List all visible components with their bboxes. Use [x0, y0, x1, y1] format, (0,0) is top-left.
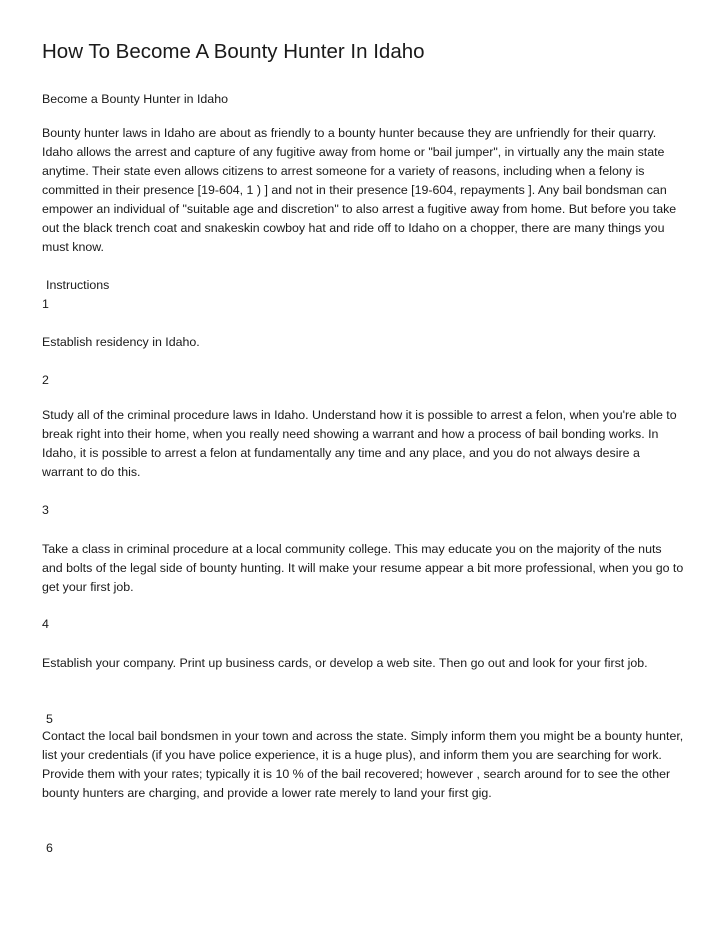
step-text-5: Contact the local bail bondsmen in your town and across the state. Simply inform them you might be a bounty hunter, list your credentials (if you have police experience, it is a huge plus), and inform them you are searching for work. Provide them with your rates; typically it is 10 % of the bail recovered; however , search around for to see the other bounty hunters are charging, and provide a lower rate merely to land your first gig. — [42, 729, 684, 800]
step-number-1: 1 — [42, 297, 49, 311]
step-text-1: Establish residency in Idaho. — [42, 335, 200, 349]
step-text-3: Take a class in criminal procedure at a local community college. This may educate you on the majority of the nuts and bolts of the legal side of bounty hunting. It will make your resume appear a bit more professional, when you go to get your first job. — [42, 542, 684, 594]
step-number-2: 2 — [42, 373, 49, 387]
step-text-4: Establish your company. Print up business cards, or develop a web site. Then go out and look for your first job. — [42, 656, 648, 670]
document-subtitle: Become a Bounty Hunter in Idaho — [42, 92, 228, 106]
instructions-heading: Instructions — [46, 278, 110, 292]
document-title: How To Become A Bounty Hunter In Idaho — [42, 40, 425, 63]
step-number-3: 3 — [42, 503, 49, 517]
step-text-2: Study all of the criminal procedure laws in Idaho. Understand how it is possible to arrest a felon, when you're able to break right into their home, when you really need showing a warrant and how a process of bail bonding works. In Idaho, it is possible to arrest a felon at fundamentally any time and any place, and you do not always desire a warrant to do this. — [42, 408, 677, 479]
intro-paragraph: Bounty hunter laws in Idaho are about as friendly to a bounty hunter because they are unfriendly for their quarry. Idaho allows the arrest and capture of any fugitive away from home or "bail jumper", in virtually any the main state anytime. Their state even allows citizens to arrest someone for a variety of reasons, including when a felony is committed in their presence [19-604, 1 ) ] and not in their presence [19-604, repayments ]. Any bail bondsman can empower an individual of "suitable age and discretion" to also arrest a fugitive away from home. But before you take out the black trench coat and snakeskin cowboy hat and ride off to Idaho on a chopper, there are many things you must know. — [42, 126, 677, 254]
step-number-4: 4 — [42, 617, 49, 631]
step-number-6: 6 — [46, 841, 53, 855]
step-number-5: 5 — [46, 712, 53, 726]
